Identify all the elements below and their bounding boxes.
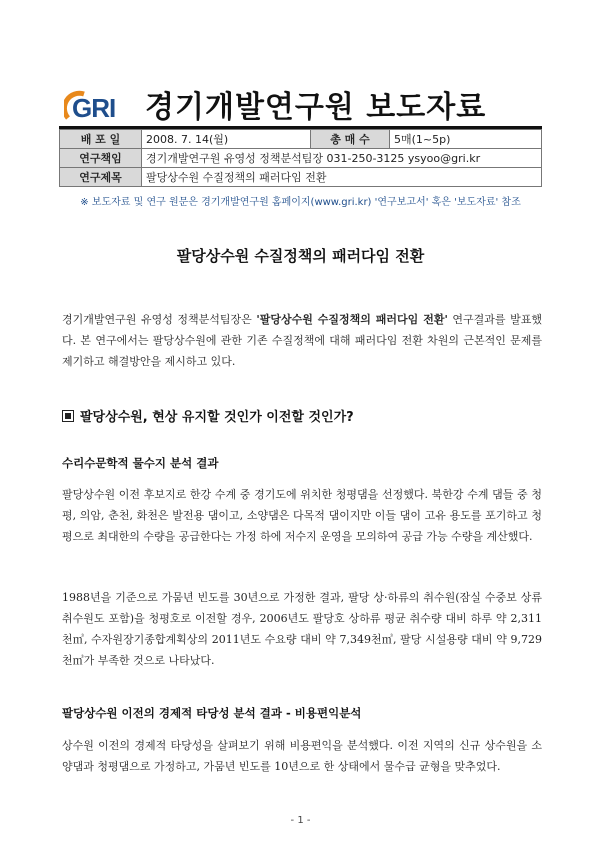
intro-text-start: 경기개발연구원 유영성 정책분석팀장은 [62,313,257,326]
paragraph-drought-analysis: 1988년을 기준으로 가뭄년 빈도를 30년으로 가정한 결과, 팔당 상·하류의 취수원(잠실 수중보 상류 취수원도 포함)을 청평호로 이전할 경우, 2006년도 팔당호 상하류 평균 취수량 대비 하루 약 2,311천㎥, 수자원장기종합계획상의 2011년도 수요량 대비 약 7,349천㎥, 팔당 시설용량 대비 약 9,729천㎥가 부족한 것으로 나타났다. [62,591,542,667]
pages-value: 5매(1~5p) [390,130,542,149]
notice-text: ※ 보도자료 및 연구 원문은 경기개발연구원 홈페이지(www.gri.kr) '연구보고서' 혹은 '보도자료' 참조 [80,197,521,208]
subheading-water-balance: 수리수문학적 물수지 분석 결과 [62,456,219,470]
intro-bold-title: '팔당상수원 수질정책의 패러다임 전환' [256,313,448,326]
document-title: 팔당상수원 수질정책의 패러다임 전환 [176,247,425,265]
paragraph-relocation-candidate: 팔당상수원 이전 후보지로 한강 수계 중 경기도에 위치한 청평댐을 선정했다. 북한강 수계 댐들 중 청평, 의암, 춘천, 화천은 발전용 댐이고, 소양댐은 다목적 댐이지만 이들 댐이 고유 용도를 포기하고 청평으로 최대한의 수량을 공급한다는 가정 하에 저수지 운영을 모의하여 공급 가능 수량을 계산했다. [62,488,542,543]
gri-logo [64,88,130,122]
page-number: - 1 - [290,815,311,826]
table-row [60,168,542,187]
date-value: 2008. 7. 14(월) [142,130,311,149]
subject-value: 팔당상수원 수질정책의 패러다임 전환 [142,168,542,187]
svg-text:GRI: GRI [72,93,116,122]
table-row [60,130,542,149]
intro-paragraph [62,309,542,372]
intro-text-end: 연구결과를 발표했다. 본 연구에서는 팔당상수원에 관한 기존 수질정책에 대해 패러다임 전환 차원의 근본적인 문제를 제기하고 해결방안을 제시하고 있다. [62,313,542,368]
section-heading-text: 팔당상수원, 현상 유지할 것인가 이전할 것인가? [80,410,354,425]
pages-label: 총 매 수 [311,130,390,149]
table-row [60,149,542,168]
contact-value: 경기개발연구원 유영성 정책분석팀장 031-250-3125 ysyoo@gri.kr [142,149,542,168]
paragraph-cost-benefit: 상수원 이전의 경제적 타당성을 살펴보기 위해 비용편익을 분석했다. 이전 지역의 신규 상수원을 소양댐과 청평댐으로 가정하고, 가뭄년 빈도를 10년으로 한 상태에서 물수급 균형을 맞추었다. [62,739,542,773]
date-label: 배 포 일 [60,130,142,149]
press-release-title: 경기개발연구원 보도자료 [145,90,487,125]
release-info-table [59,129,542,187]
subject-label: 연구제목 [60,168,142,187]
subheading-cost-benefit: 팔당상수원 이전의 경제적 타당성 분석 결과 - 비용편익분석 [62,706,362,720]
square-bullet-icon [62,410,74,422]
contact-label: 연구책임 [60,149,142,168]
section-heading [62,406,354,425]
